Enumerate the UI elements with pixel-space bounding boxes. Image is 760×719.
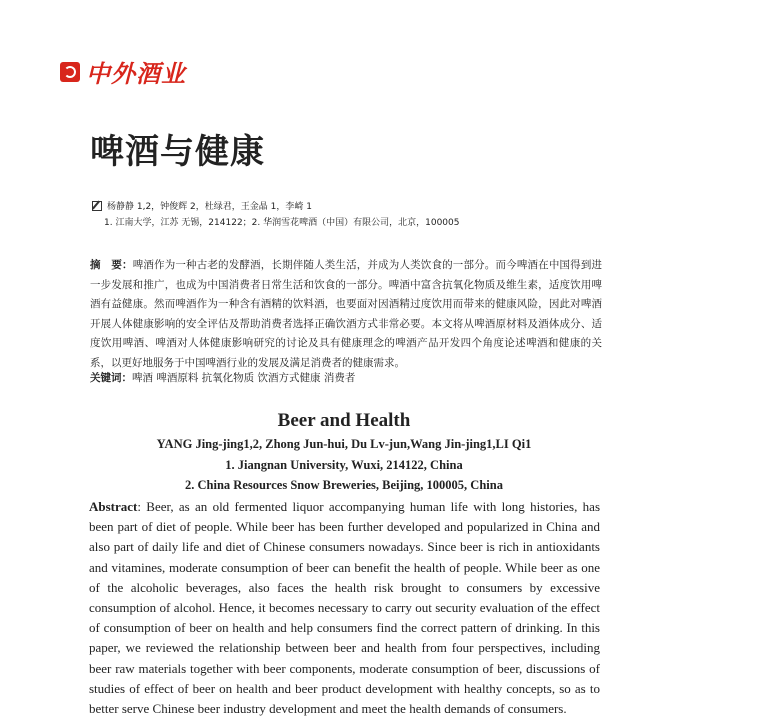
abstract-chinese-text: 啤酒作为一种古老的发酵酒，长期伴随人类生活，并成为人类饮食的一部分。而今啤酒在中国得到进一步发展和推广，也成为中国消费者日常生活和饮食的一部分。啤酒中富含抗氧化物质及维生素，适度饮用啤酒有益健康。然而啤酒作为一种含有酒精的饮料酒，也要面对因酒精过度饮用而带来的健康风险，因此对啤酒开展人体健康影响的安全评估及帮助消费者选择正确饮酒方式非常必要。本文将从啤酒原材料及酒体成分、适度饮用啤酒、啤酒对人体健康影响研究的讨论及具有健康理念的啤酒产品开发四个角度论述啤酒和健康的关系，以更好地服务于中国啤酒行业的发展及满足消费者的健康需求。 bbox=[90, 259, 603, 369]
logo-text: 中外酒业 bbox=[86, 60, 186, 88]
affiliations-chinese: 1. 江南大学，江苏 无锡，214122；2. 华润雪花啤酒（中国）有限公司，北京，100005 bbox=[104, 218, 460, 228]
paper-title-chinese: 啤酒与健康 bbox=[90, 132, 265, 172]
pen-icon bbox=[92, 201, 102, 211]
abstract-english-label: Abstract bbox=[89, 499, 138, 514]
abstract-chinese-label: 摘 要： bbox=[90, 259, 133, 271]
keywords-chinese-label: 关键词： bbox=[90, 372, 132, 384]
affiliation-english-1: 1. Jiangnan University, Wuxi, 214122, China bbox=[225, 458, 463, 472]
authors-chinese: 杨静静 1,2，钟俊辉 2，杜绿君，王金晶 1，李崎 1 bbox=[107, 202, 312, 212]
keywords-chinese-text: 啤酒 啤酒原料 抗氧化物质 饮酒方式健康 消费者 bbox=[132, 372, 356, 384]
affiliation-english-2: 2. China Resources Snow Breweries, Beijing, 100005, China bbox=[185, 478, 503, 492]
paper-title-english: Beer and Health bbox=[277, 410, 411, 431]
abstract-english bbox=[89, 497, 600, 719]
journal-logo bbox=[60, 54, 186, 89]
abstract-english-text: : Beer, as an old fermented liquor accompanying human life with long histories, has been part of diet of people. While beer has been further developed and popularized in China and also part of daily life and diet of Chinese consumers nowadays. Since beer is rich in antioxidants and vitamines, moderate consumption of beer can benefit the health of people. While beer as one of the alcoholic beverages, also faces the health risk brought to consumers by excessive consumption of alcohol. Hence, it becomes necessary to carry out security evaluation of the effect of consumption of beer on health and help consumers find the correct pattern of drinking. In this paper, we reviewed the relationship between beer and health from four perspectives, including beer raw materials together with beer components, moderate consumption of beer, discussions of studies of effect of beer on health and beer product development with healthy concepts, so as to better serve Chinese beer industry development and meet the health demands of consumers. bbox=[89, 499, 600, 717]
keywords-chinese bbox=[90, 370, 355, 385]
logo-mark-icon bbox=[60, 62, 80, 82]
abstract-chinese bbox=[90, 256, 602, 373]
authors-chinese-row bbox=[92, 199, 312, 212]
authors-english: YANG Jing-jing1,2, Zhong Jun-hui, Du Lv-jun,Wang Jin-jing1,LI Qi1 bbox=[156, 437, 532, 451]
